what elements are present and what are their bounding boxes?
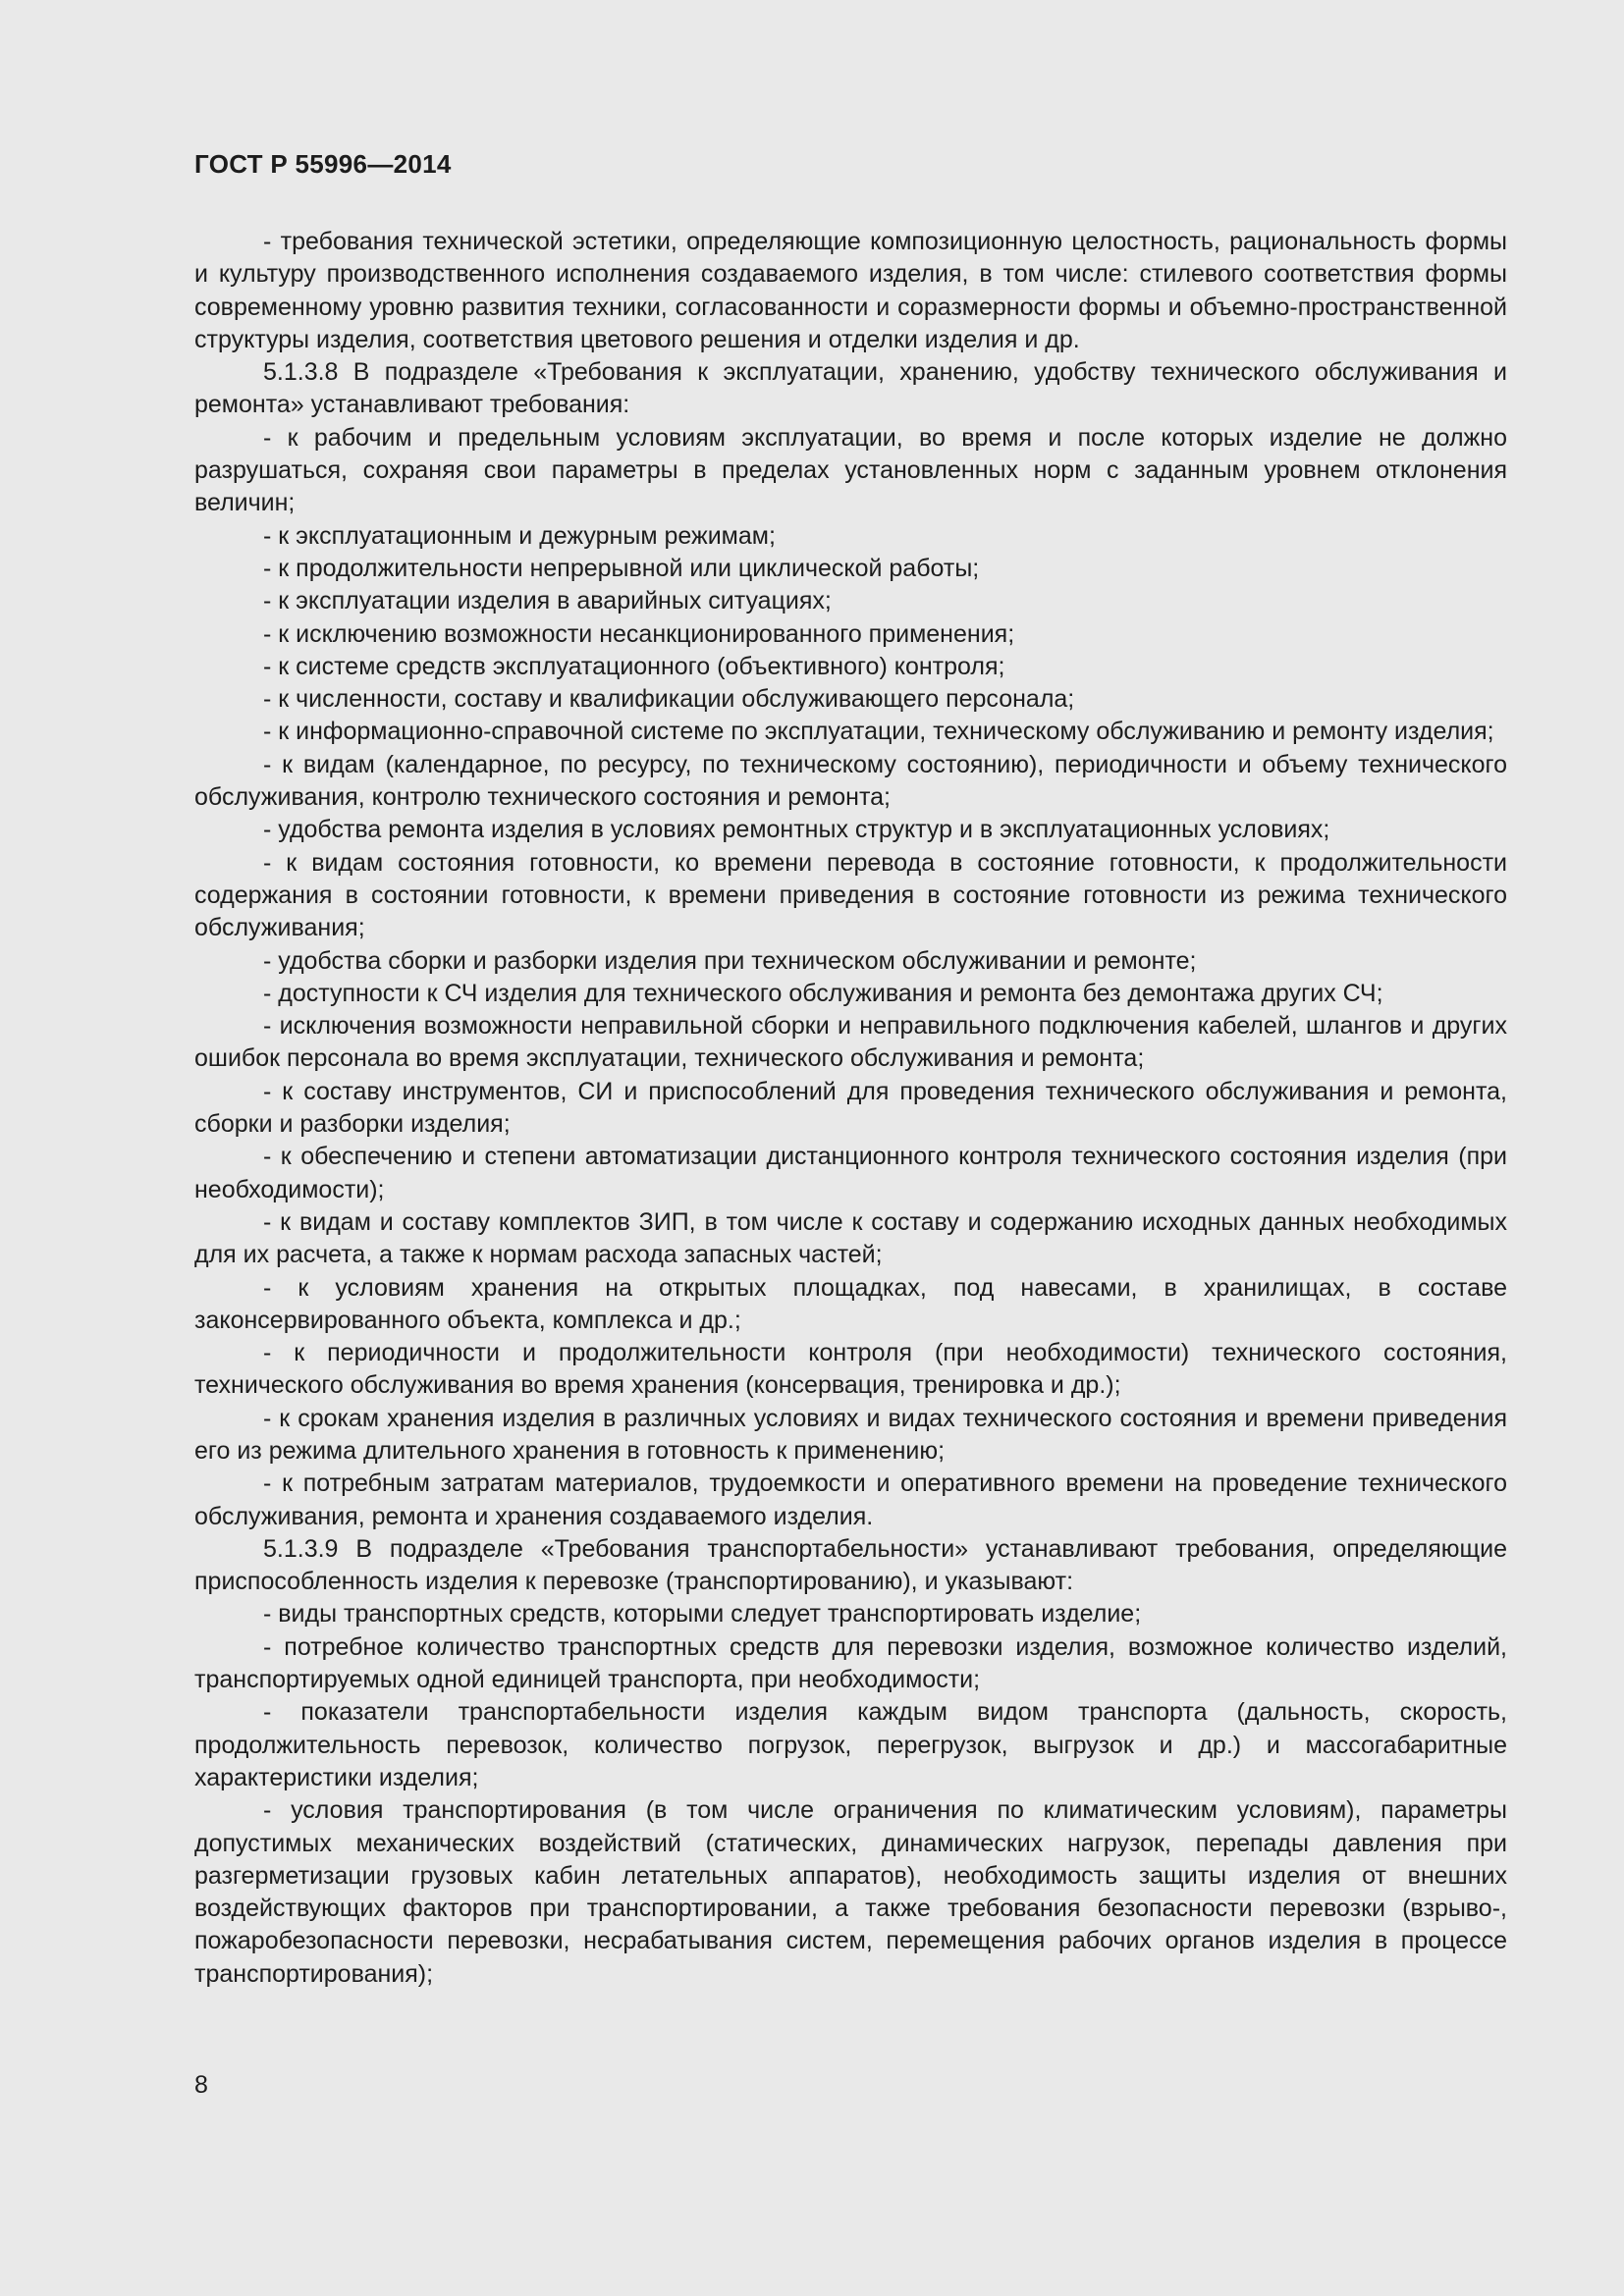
paragraph: - к периодичности и продолжительности контроля (при необходимости) технического состояния, технического обслуживания во время хранения (консервация, тренировка и др.); xyxy=(194,1339,1507,1400)
paragraph: - к рабочим и предельным условиям эксплуатации, во время и после которых изделие не должно разрушаться, сохраняя свои параметры в пределах установленных норм с заданным уровнем отклонения величин; xyxy=(194,423,1507,517)
document-body xyxy=(194,226,1507,1991)
paragraph: - требования технической эстетики, определяющие композиционную целостность, рациональность формы и культуру производственного исполнения создаваемого изделия, в том числе: стилевого соответствия формы современному уровню развития техники, согласованности и соразмерности формы и объемно-пространственной структуры изделия, соответствия цветового решения и отделки изделия и др. xyxy=(194,228,1507,353)
page-number: 8 xyxy=(194,2071,208,2099)
paragraph: - к исключению возможности несанкционированного применения; xyxy=(263,619,1015,648)
paragraph: 5.1.3.9 В подразделе «Требования транспортабельности» устанавливают требования, определяющие приспособленность изделия к перевозке (транспортированию), и указывают: xyxy=(194,1534,1507,1596)
paragraph: - к продолжительности непрерывной или циклической работы; xyxy=(263,554,980,582)
paragraph: - к условиям хранения на открытых площадках, под навесами, в хранилищах, в составе законсервированного объекта, комплекса и др.; xyxy=(194,1273,1507,1334)
paragraph: - к численности, составу и квалификации обслуживающего персонала; xyxy=(263,685,1075,714)
paragraph: - доступности к СЧ изделия для технического обслуживания и ремонта без демонтажа других СЧ; xyxy=(263,979,1383,1007)
paragraph: - условия транспортирования (в том числе ограничения по климатическим условиям), параметры допустимых механических воздействий (статических, динамических нагрузок, перепады давления при разгерметизации грузовых кабин летательных аппаратов), необходимость защиты изделия от внешних воздействующих факторов при транспортировании, а также требования безопасности перевозки (взрыво-, пожаробезопасности перевозки, несрабатывания систем, перемещения рабочих органов изделия в процессе транспортирования); xyxy=(194,1796,1507,1988)
paragraph: - к эксплуатации изделия в аварийных ситуациях; xyxy=(263,587,832,615)
paragraph: - к видам и составу комплектов ЗИП, в том числе к составу и содержанию исходных данных необходимых для их расчета, а также к нормам расхода запасных частей; xyxy=(194,1207,1507,1269)
paragraph: - к информационно-справочной системе по эксплуатации, техническому обслуживанию и ремонту изделия; xyxy=(263,718,1494,746)
paragraph: - к эксплуатационным и дежурным режимам; xyxy=(263,521,776,550)
paragraph: 5.1.3.8 В подразделе «Требования к эксплуатации, хранению, удобству технического обслуживания и ремонта» устанавливают требования: xyxy=(194,358,1507,419)
paragraph: - потребное количество транспортных средств для перевозки изделия, возможное количество изделий, транспортируемых одной единицей транспорта, при необходимости; xyxy=(194,1632,1507,1694)
paragraph: - исключения возможности неправильной сборки и неправильного подключения кабелей, шлангов и других ошибок персонала во время эксплуатации, технического обслуживания и ремонта; xyxy=(194,1012,1507,1073)
paragraph: - удобства сборки и разборки изделия при техническом обслуживании и ремонте; xyxy=(263,946,1197,975)
paragraph: - к системе средств эксплуатационного (объективного) контроля; xyxy=(263,652,1005,680)
document-header: ГОСТ Р 55996—2014 xyxy=(194,149,452,179)
paragraph: - к срокам хранения изделия в различных условиях и видах технического состояния и времени приведения его из режима длительного хранения в готовность к применению; xyxy=(194,1404,1507,1465)
paragraph: - к видам (календарное, по ресурсу, по техническому состоянию), периодичности и объему технического обслуживания, контролю технического состояния и ремонта; xyxy=(194,750,1507,812)
paragraph: - к составу инструментов, СИ и приспособлений для проведения технического обслуживания и ремонта, сборки и разборки изделия; xyxy=(194,1077,1507,1139)
paragraph: - показатели транспортабельности изделия каждым видом транспорта (дальность, скорость, продолжительность перевозок, количество погрузок, перегрузок, выгрузок и др.) и массогабаритные характеристики изделия; xyxy=(194,1698,1507,1791)
paragraph: - виды транспортных средств, которыми следует транспортировать изделие; xyxy=(263,1600,1142,1629)
paragraph: - удобства ремонта изделия в условиях ремонтных структур и в эксплуатационных условиях; xyxy=(263,816,1330,844)
paragraph: - к потребным затратам материалов, трудоемкости и оперативного времени на проведение технического обслуживания, ремонта и хранения создаваемого изделия. xyxy=(194,1469,1507,1530)
paragraph: - к видам состояния готовности, ко времени перевода в состояние готовности, к продолжительности содержания в состоянии готовности, к времени приведения в состояние готовности из режима технического обслуживания; xyxy=(194,848,1507,942)
paragraph: - к обеспечению и степени автоматизации дистанционного контроля технического состояния изделия (при необходимости); xyxy=(194,1143,1507,1203)
